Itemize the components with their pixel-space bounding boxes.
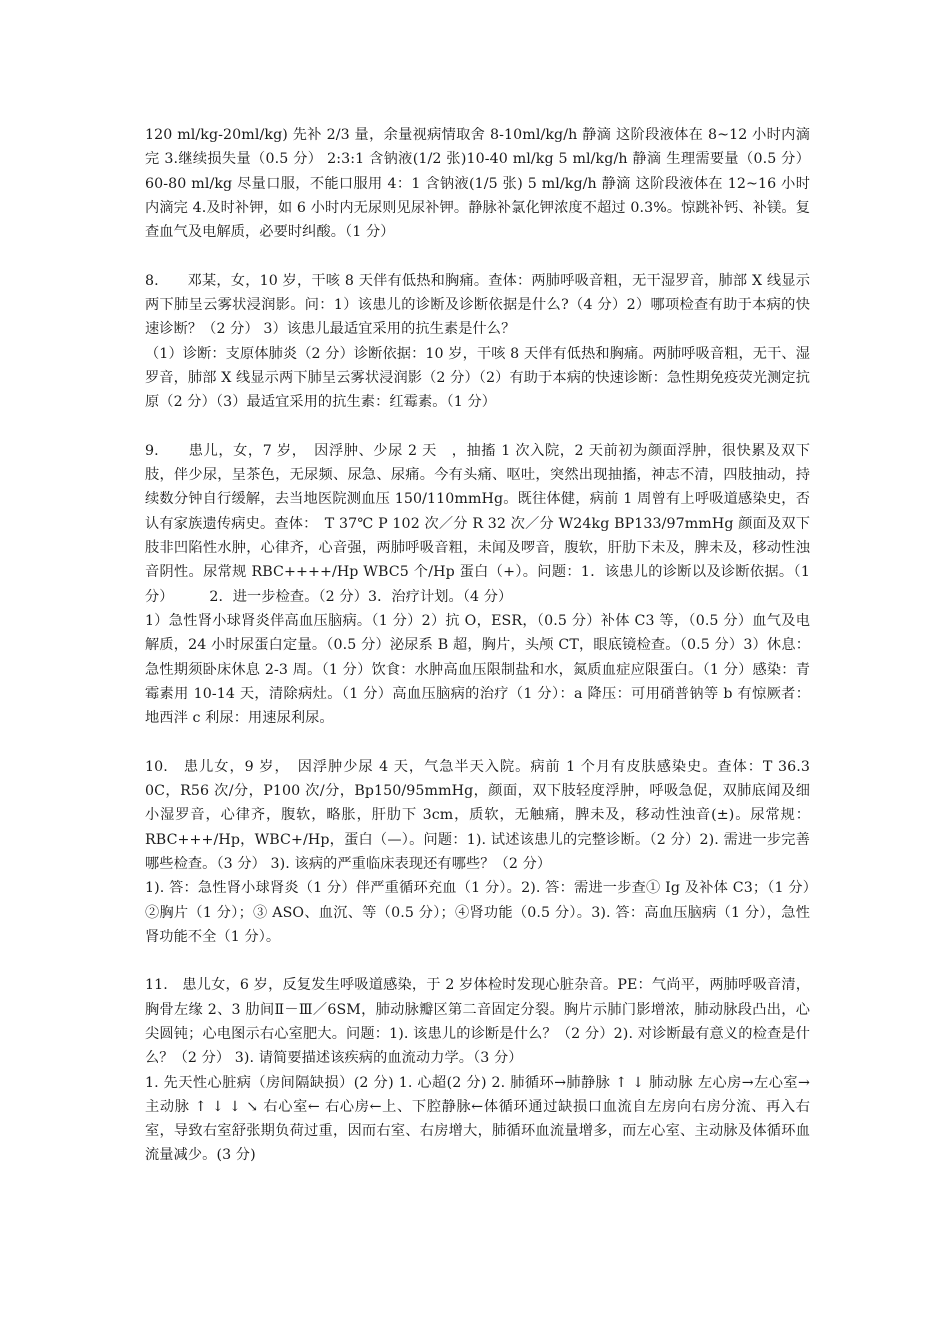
intro-answer-text: 120 ml/kg-20ml/kg) 先补 2/3 量，余量视病情取舍 8-10ml/kg/h 静滴 这阶段液体在 8~12 小时内滴完 3.继续损失量（0.5 分） 2:3:1 含钠液(1/2 张)10-40 ml/kg 5 ml/kg/h 静滴 生理需要量（0.5 分）60-80 ml/kg 尽量口服，不能口服用 4：1 含钠液(1/5 张) 5 ml/kg/h 静滴 这阶段液体在 12~16 小时内滴完 4.及时补钾，如 6 小时内无尿则见尿补钾。静脉补氯化钾浓度不超过 0.3%。惊跳补钙、补镁。复查血气及电解质，必要时纠酸。（1 分）: [145, 127, 810, 241]
paragraph-gap: [145, 244, 810, 268]
question-10-text: 10. 患儿女，9 岁， 因浮肿少尿 4 天，气急半天入院。病前 1 个月有皮肤感染史。查体：T 36.3 0C，R56 次/分，P100 次/分，Bp150/95mmHg，颜面，双下肢轻度浮肿，呼吸急促，双肺底闻及细小湿罗音，心律齐，腹软，略胀，肝肋下 3cm，质软，无触痛，脾未及，移动性浊音(±)。尿常规：RBC+++/Hp，WBC+/Hp，蛋白（—）。问题：1). 试述该患儿的完整诊断。（2 分）2). 需进一步完善哪些检查。（3 分） 3). 该病的严重临床表现还有哪些？（2 分）: [145, 758, 810, 872]
question-9-text: 9. 患儿，女，7 岁， 因浮肿、少尿 2 天 ，抽搐 1 次入院，2 天前初为颜面浮肿，很快累及双下肢，伴少尿，呈茶色，无尿频、尿急、尿痛。今有头痛、呕吐，突然出现抽搐，神志不清，四肢抽动，持续数分钟自行缓解，去当地医院测血压 150/110mmHg。既往体健，病前 1 周曾有上呼吸道感染史，否认有家族遗传病史。查体： T 37℃ P 102 次／分 R 32 次／分 W24kg BP133/97mmHg 颜面及双下肢非凹陷性水肿，心律齐，心音强，两肺呼吸音粗，未闻及啰音，腹软，肝肋下未及，脾未及，移动性浊音阴性。尿常规 RBC++++/Hp WBC5 个/Hp 蛋白（+）。问题：1．该患儿的诊断以及诊断依据。（1 分） 2．进一步检查。（2 分）3．治疗计划。（4 分）: [145, 442, 810, 605]
answer-8-text: （1）诊断：支原体肺炎（2 分）诊断依据：10 岁，干咳 8 天伴有低热和胸痛。两肺呼吸音粗，无干、湿罗音，肺部 X 线显示两下肺呈云雾状浸润影（2 分）（2）有助于本病的快速诊断：急性期免疫荧光测定抗原（2 分）（3）最适宜采用的抗生素：红霉素。（1 分）: [145, 345, 810, 411]
paragraph-gap: [145, 415, 810, 439]
paragraph-gap: [145, 949, 810, 973]
paragraph-gap: [145, 730, 810, 754]
answer-10-text: 1). 答：急性肾小球肾炎（1 分）伴严重循环充血（1 分）。2). 答：需进一步查① Ig 及补体 C3；（1 分）②胸片（1 分）；③ ASO、血沉、等（0.5 分）；④肾功能（0.5 分）。3). 答：高血压脑病（1 分），急性肾功能不全（1 分）。: [145, 880, 810, 945]
question-8-text: 8. 邓某，女，10 岁，干咳 8 天伴有低热和胸痛。查体：两肺呼吸音粗，无干湿罗音，肺部 X 线显示两下肺呈云雾状浸润影。问：1）该患儿的诊断及诊断依据是什么?（4 分）2）哪项检查有助于本病的快速诊断？（2 分） 3）该患儿最适宜采用的抗生素是什么？: [145, 272, 810, 338]
answer-9-text: 1）急性肾小球肾炎伴高血压脑病。（1 分）2）抗 O，ESR，（0.5 分）补体 C3 等，（0.5 分）血气及电解质，24 小时尿蛋白定量。（0.5 分）泌尿系 B 超，胸片，头颅 CT，眼底镜检查。（0.5 分）3）休息：急性期须卧床休息 2-3 周。（1 分）饮食：水肿高血压限制盐和水，氮质血症应限蛋白。（1 分）感染：青霉素用 10-14 天，清除病灶。（1 分）高血压脑病的治疗（1 分）：a 降压：可用硝普钠等 b 有惊厥者：地西泮 c 利尿：用速尿利尿。: [145, 612, 810, 727]
question-11-text: 11. 患儿女，6 岁，反复发生呼吸道感染，于 2 岁体检时发现心脏杂音。PE：气尚平，两肺呼吸音清，胸骨左缘 2、3 肋间Ⅱ－Ⅲ／6SM，肺动脉瓣区第二音固定分裂。胸片示肺门影增浓，肺动脉段凸出，心尖圆钝；心电图示右心室肥大。问题：1). 该患儿的诊断是什么？（2 分）2). 对诊断最有意义的检查是什么？（2 分） 3). 请简要描述该疾病的血流动力学。（3 分）: [145, 977, 810, 1067]
document-page: [145, 123, 810, 1168]
answer-11-text: 1. 先天性心脏病（房间隔缺损）(2 分) 1. 心超(2 分) 2. 肺循环→肺静脉 ↑ ↓ 肺动脉 左心房→左心室→ 主动脉 ↑ ↓ ↓ ↘ 右心室← 右心房←上、下腔静脉←体循环通过缺损口血流自左房向右房分流、再入右室，导致右室舒张期负荷过重，因而右室、右房增大，肺循环血流量增多，而左心室、主动脉及体循环血流量减少。(3 分): [145, 1074, 810, 1164]
